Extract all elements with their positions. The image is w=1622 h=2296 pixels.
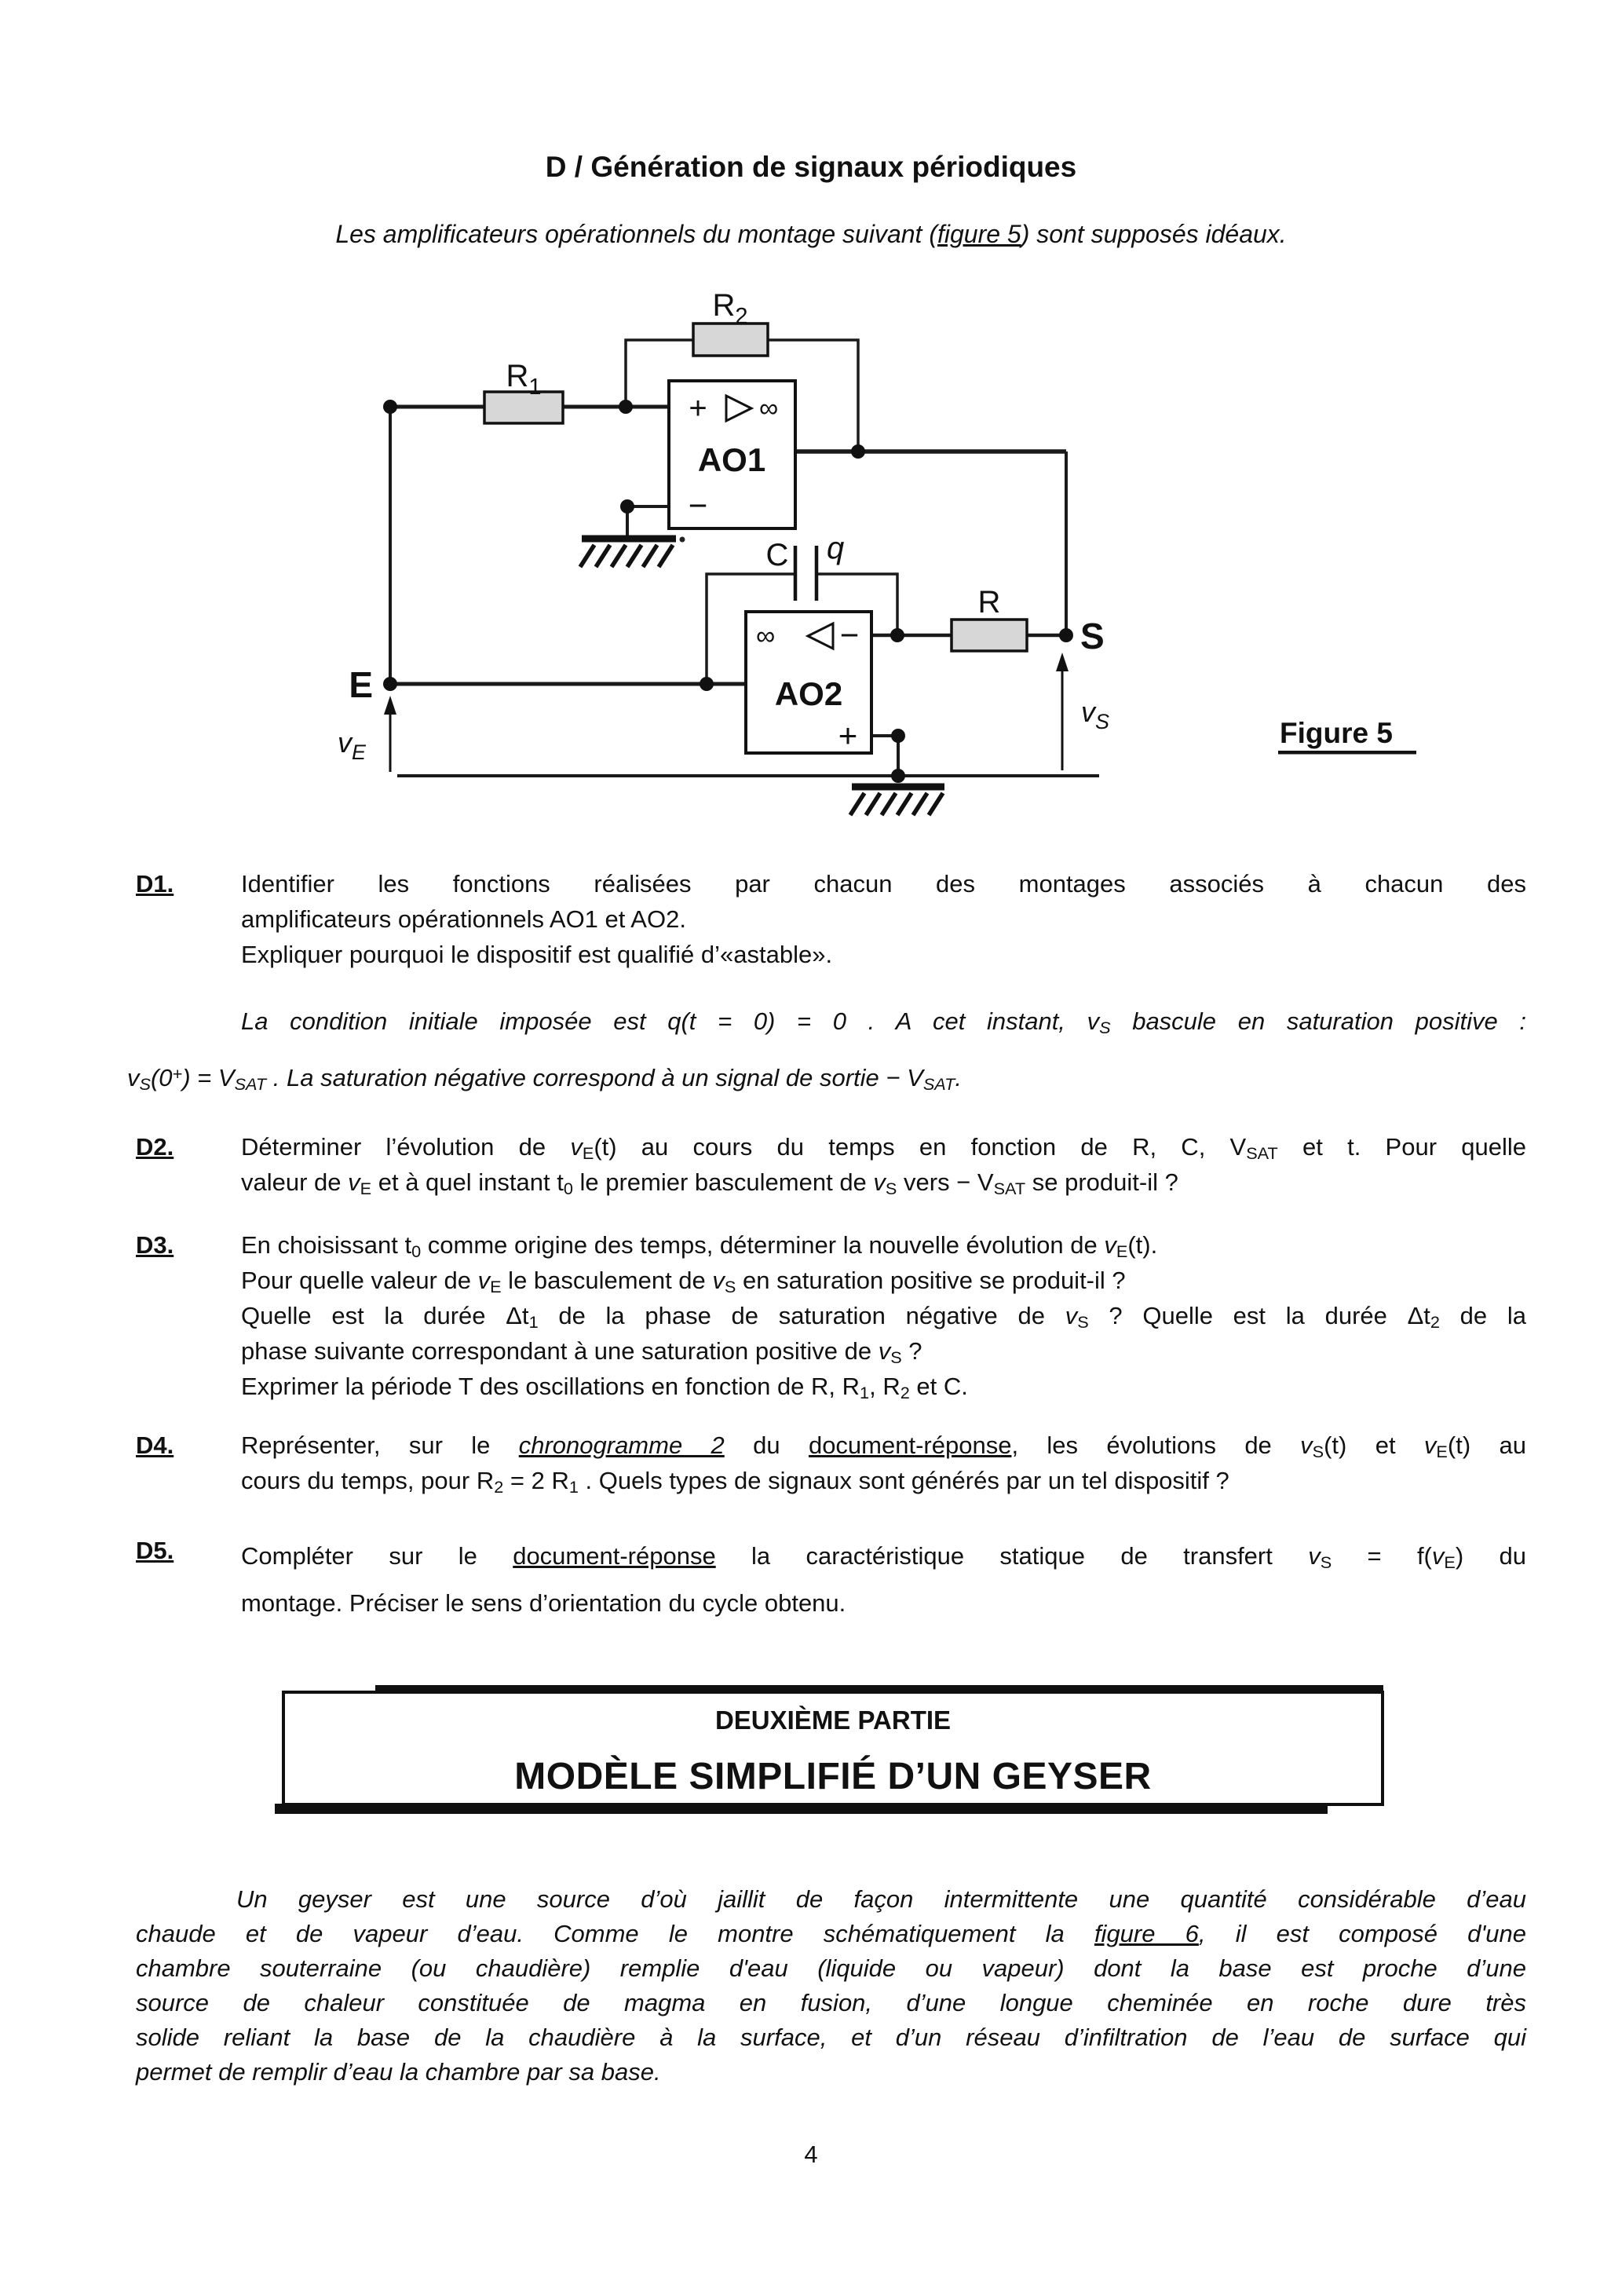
question-d5-label: D5. [136, 1537, 174, 1564]
initial-condition-note-line2: $v_S(0^+) = V_{SAT}$ . La saturation négative correspond à un signal de sortie − $V_{SAT}$. [127, 1064, 963, 1095]
intro-text: Les amplificateurs opérationnels du montage suivant (figure 5) sont supposés idéaux. [335, 220, 1287, 248]
question-d1 [136, 866, 1526, 972]
ve-arrow [384, 696, 396, 772]
question-d3 [136, 1227, 1526, 1404]
label-c: C [765, 538, 789, 572]
question-d1-label: D1. [136, 870, 174, 898]
resistor-r [952, 620, 1027, 651]
ao1-label: AO1 [697, 441, 766, 478]
resistor-r2 [693, 324, 768, 356]
figure-caption-underline [1278, 751, 1416, 755]
label-e: E [349, 664, 373, 705]
ground-symbol-ao2 [850, 787, 944, 815]
question-d1-text: Identifier les fonctions réalisées par chacun des montages associés à chacun des amplificateurs opérationnels AO1 et AO2. Expliquer pourquoi le dispositif est qualifié d’«astable». [241, 870, 1526, 968]
node-dot [890, 628, 904, 642]
wire-ao1-minus-ground [627, 506, 669, 537]
node-dot [383, 400, 397, 414]
node-dot [700, 677, 714, 691]
label-r2: $R_2$ [712, 288, 748, 329]
label-r: R [977, 585, 1001, 620]
geyser-paragraph: Un geyser est une source d’où jaillit de façon intermittente une quantité considérable d’eau chaude et de vapeur d’eau. Comme le montre schématiquement la figure 6, il est composé d'une chambre souterraine (ou chaudière) remplie d'eau (liquide ou vapeur) dont la base est proche d’une source de chaleur constituée de magma en fusion, d’une longue cheminée en roche dure très solide reliant la base de la chaudière à la surface, et d’un réseau d’infiltration de l’eau de surface qui permet de remplir d’eau la chambre par sa base. [136, 1885, 1526, 2086]
initial-condition-note-line1: La condition initiale imposée est q(t = 0) = 0 . A cet instant, $v_S$ bascule en saturation positive : [241, 1007, 1526, 1038]
figure-caption: Figure 5 [1280, 717, 1393, 749]
question-d5-text: Compléter sur le document-réponse la caractéristique statique de transfert $v_S = f(v_E)$ du montage. Préciser le sens d’orientation du cycle obtenu. [241, 1542, 1526, 1617]
second-part-banner [282, 1691, 1384, 1806]
figure-5-circuit-diagram [330, 283, 1429, 832]
ao1-minus-sign: − [688, 487, 708, 524]
ao2-infinity-sign: ∞ [756, 621, 776, 651]
resistor-r1 [484, 392, 563, 423]
label-q: q [827, 531, 845, 565]
question-d4-text: Représenter, sur le chronogramme 2 du document-réponse, les évolutions de $v_S(t)$ et $v_E(t)$ au cours du temps, pour $R_2 = 2$ $R_1$ . Quels types de signaux sont générés par un tel dispositif ? [241, 1431, 1526, 1497]
question-d2-text: Déterminer l’évolution de $v_E(t)$ au cours du temps en fonction de R, C, $V_{SAT}$ et t. Pour quelle valeur de $v_E$ et à quel instant $t_0$ le premier basculement de $v_S$ vers − $V_{SAT}$ se produit-il ? [241, 1133, 1526, 1199]
page-title: D / Génération de signaux périodiques [545, 151, 1077, 183]
page-number: 4 [804, 2141, 818, 2168]
wire-ao2-plus-ground [871, 736, 898, 776]
label-ve: $v_E$ [338, 726, 367, 764]
question-d3-text: En choisissant $t_0$ comme origine des temps, déterminer la nouvelle évolution de $v_E(t)$. Pour quelle valeur de $v_E$ le basculement de $v_S$ en saturation positive se produit-il ? Quelle est la durée $\Delta t_1$ de la phase de saturation négative de $v_S$ ? Quelle est la durée $\Delta t_2$ de la phase suivante correspondant à une saturation positive de $v_S$ ? Exprimer la période T des oscillations en fonction de R, $R_1$, $R_2$ et C. [241, 1231, 1527, 1403]
capacitor-c [795, 546, 816, 601]
node-dot-e [383, 677, 397, 691]
scan-speck [680, 537, 685, 543]
node-dot [891, 769, 905, 783]
vs-arrow [1056, 653, 1069, 770]
ao2-plus-sign: + [838, 717, 858, 754]
ao1-infinity-sign: ∞ [759, 393, 779, 423]
second-part-kicker: DEUXIÈME PARTIE [714, 1706, 952, 1735]
ao2-minus-sign: − [839, 616, 860, 653]
ao1-plus-sign: + [689, 391, 707, 426]
node-dot [891, 729, 905, 743]
node-dot [620, 499, 634, 514]
node-dot [851, 444, 865, 459]
question-d4-label: D4. [136, 1431, 174, 1459]
question-d3-label: D3. [136, 1231, 174, 1259]
ground-symbol-ao1 [580, 539, 676, 567]
question-d5 [136, 1533, 1526, 1627]
question-d4 [136, 1428, 1526, 1498]
question-d2-label: D2. [136, 1133, 174, 1161]
ao2-label: AO2 [774, 675, 843, 712]
question-d2 [136, 1129, 1526, 1200]
label-vs: $v_S$ [1081, 696, 1110, 733]
second-part-title: MODÈLE SIMPLIFIÉ D’UN GEYSER [514, 1756, 1152, 1797]
label-s: S [1080, 616, 1105, 656]
label-r1: $R_1$ [506, 359, 542, 400]
node-dot [619, 400, 633, 414]
node-dot-s [1059, 628, 1073, 642]
